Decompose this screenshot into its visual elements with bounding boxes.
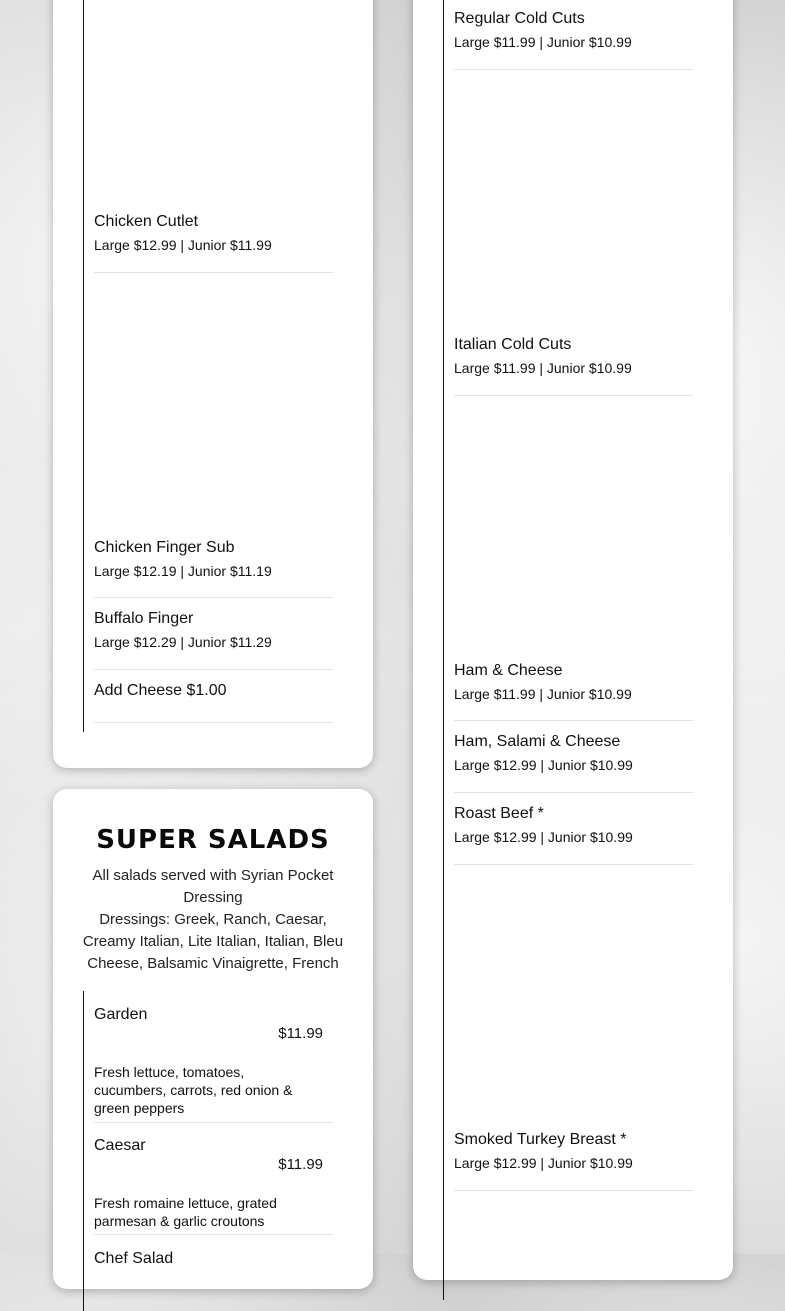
item-price: Large $12.29 | Junior $11.29 bbox=[94, 634, 272, 650]
salad-name: Garden bbox=[94, 1006, 148, 1023]
section-description bbox=[79, 865, 347, 975]
sandwich-card-left bbox=[53, 0, 373, 768]
item-name: Regular Cold Cuts bbox=[454, 10, 585, 27]
menu-item-ham-salami-cheese bbox=[454, 732, 693, 793]
item-price: Large $12.99 | Junior $10.99 bbox=[454, 829, 633, 845]
item-price: Large $11.99 | Junior $10.99 bbox=[454, 34, 632, 50]
menu-item-italian-cold-cuts bbox=[454, 335, 693, 396]
item-name: Italian Cold Cuts bbox=[454, 336, 572, 353]
item-name: Chicken Cutlet bbox=[94, 213, 199, 230]
salad-item-garden bbox=[94, 1005, 333, 1123]
salad-price: $11.99 bbox=[278, 1025, 323, 1042]
menu-item-regular-cold-cuts bbox=[454, 9, 693, 70]
menu-item-add-cheese bbox=[94, 681, 333, 723]
item-name: Smoked Turkey Breast * bbox=[454, 1131, 627, 1148]
item-name: Chicken Finger Sub bbox=[94, 539, 235, 556]
menu-item-smoked-turkey-breast bbox=[454, 1130, 693, 1191]
menu-item-chicken-finger-sub bbox=[94, 538, 333, 598]
menu-item-roast-beef bbox=[454, 804, 693, 865]
section-title: SUPER SALADS bbox=[96, 825, 330, 855]
item-name: Add Cheese $1.00 bbox=[94, 682, 227, 699]
menu-item-ham-cheese bbox=[454, 661, 693, 721]
item-price: Large $12.99 | Junior $10.99 bbox=[454, 1155, 633, 1171]
item-price: Large $11.99 | Junior $10.99 bbox=[454, 686, 632, 702]
salad-served-note: All salads served with Syrian Pocket Dressing bbox=[92, 867, 334, 906]
salad-item-caesar bbox=[94, 1136, 333, 1235]
menu-item-chicken-cutlet bbox=[94, 212, 333, 273]
salad-list bbox=[83, 991, 344, 1311]
menu-list bbox=[443, 0, 704, 1300]
salads-card bbox=[53, 789, 373, 1289]
salad-description: Fresh lettuce, tomatoes, cucumbers, carrots, red onion & green peppers bbox=[94, 1064, 293, 1116]
sandwich-card-right bbox=[413, 0, 733, 1280]
menu-list bbox=[83, 0, 344, 732]
dressings-list: Dressings: Greek, Ranch, Caesar, Creamy Italian, Lite Italian, Italian, Bleu Cheese, Balsamic Vinaigrette, French bbox=[82, 911, 344, 972]
item-price: Large $12.19 | Junior $11.19 bbox=[94, 563, 272, 579]
menu-item-buffalo-finger bbox=[94, 609, 333, 670]
item-name: Roast Beef * bbox=[454, 805, 544, 822]
salad-item-chef bbox=[94, 1249, 333, 1289]
item-name: Ham, Salami & Cheese bbox=[454, 733, 621, 750]
salad-name: Caesar bbox=[94, 1137, 146, 1154]
item-price: Large $12.99 | Junior $10.99 bbox=[454, 757, 633, 773]
salad-name: Chef Salad bbox=[94, 1250, 174, 1267]
salad-description: Fresh romaine lettuce, grated parmesan & garlic croutons bbox=[94, 1195, 277, 1229]
item-price: Large $12.99 | Junior $11.99 bbox=[94, 237, 272, 253]
item-price: Large $11.99 | Junior $10.99 bbox=[454, 360, 632, 376]
salad-price: $11.99 bbox=[278, 1156, 323, 1173]
item-name: Buffalo Finger bbox=[94, 610, 194, 627]
item-name: Ham & Cheese bbox=[454, 662, 563, 679]
